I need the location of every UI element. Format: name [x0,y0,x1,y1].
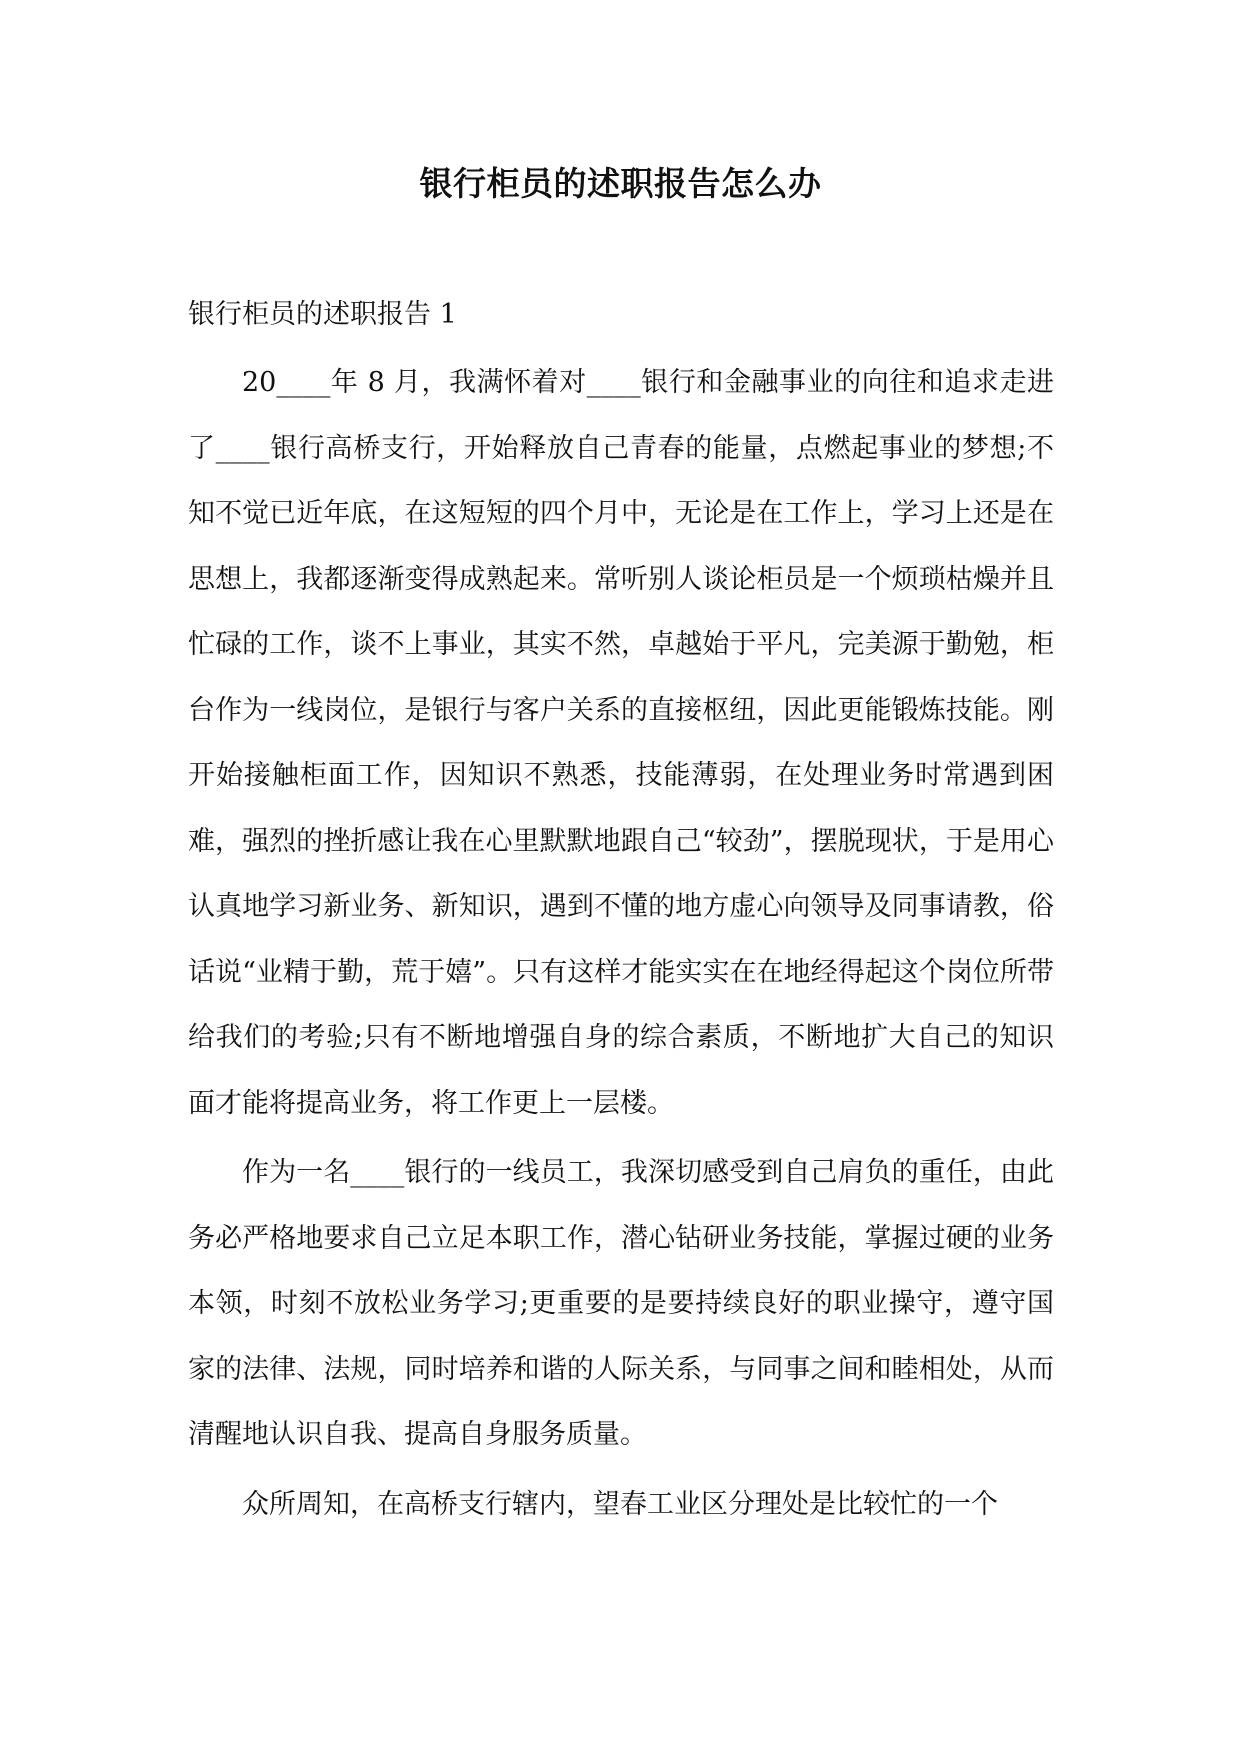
section-heading: 银行柜员的述职报告 1 [188,299,457,330]
document-body [188,286,1054,1541]
paragraph-2: 作为一名____银行的一线员工，我深切感受到自己肩负的重任，由此务必严格地要求自己立足本职工作，潜心钻研业务技能，掌握过硬的业务本领，时刻不放松业务学习;更重要的是要持续良好的职业操守，遵守国家的法律、法规，同时培养和谐的人际关系，与同事之间和睦相处，从而清醒地认识自我、提高自身服务质量。 [188,1157,1054,1450]
document-title: 银行柜员的述职报告怎么办 [419,164,822,203]
paragraph-1: 20____年 8 月，我满怀着对____银行和金融事业的向往和追求走进了____银行高桥支行，开始释放自己青春的能量，点燃起事业的梦想;不知不觉已近年底，在这短短的四个月中，无论是在工作上，学习上还是在思想上，我都逐渐变得成熟起来。常听别人谈论柜员是一个烦琐枯燥并且忙碌的工作，谈不上事业，其实不然，卓越始于平凡，完美源于勤勉，柜台作为一线岗位，是银行与客户关系的直接枢纽，因此更能锻炼技能。刚开始接触柜面工作，因知识不熟悉，技能薄弱，在处理业务时常遇到困难，强烈的挫折感让我在心里默默地跟自己“较劲”，摆脱现状，于是用心认真地学习新业务、新知识，遇到不懂的地方虚心向领导及同事请教，俗话说“业精于勤，荒于嬉”。只有这样才能实实在在地经得起这个岗位所带给我们的考验;只有不断地增强自身的综合素质，不断地扩大自己的知识面才能将提高业务，将工作更上一层楼。 [188,367,1054,1119]
paragraph-3: 众所周知，在高桥支行辖内，望春工业区分理处是比较忙的一个 [242,1488,998,1520]
